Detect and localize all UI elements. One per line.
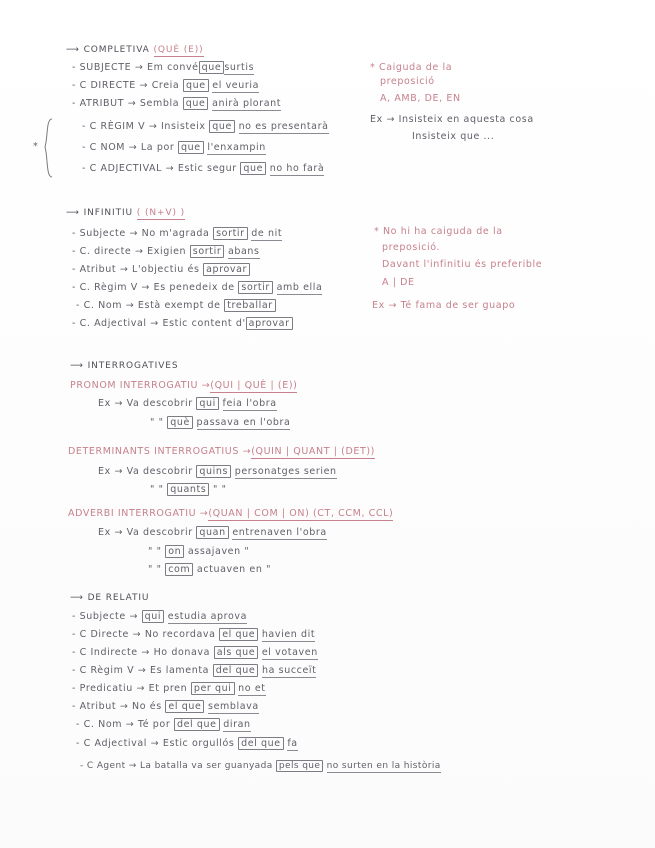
infinitiu-note: A | DE (382, 277, 415, 288)
completiva-line: - SUBJECTE → Em convé que surtis (72, 62, 255, 73)
adverbi-example: " " com actuaven en " (148, 564, 272, 575)
completiva-line: - C RÈGIM V → Insisteix que no es presentarà (82, 121, 329, 132)
relatiu-line: - C Directe → No recordava el que havien dit (72, 629, 316, 640)
completiva-note: Insisteix que ... (412, 131, 495, 142)
infinitiu-note: * No hi ha caiguda de la (374, 226, 503, 237)
infinitiu-heading: ⟶ INFINITIU ( (N+V) ) (66, 208, 186, 218)
completiva-note: preposició (380, 76, 435, 87)
infinitiu-line: - Subjecte → No m'agrada sortir de nit (72, 228, 283, 239)
adverbi-example: Ex → Va descobrir quan entrenaven l'obra (98, 527, 327, 538)
infinitiu-note: Ex → Té fama de ser guapo (372, 300, 516, 311)
brace-mark (40, 117, 54, 179)
relatiu-line: - Predicatiu → Et pren per qui no et (72, 683, 266, 694)
infinitiu-note: preposició. (382, 242, 441, 253)
determinants-example: " " quants " " (150, 484, 227, 495)
relatiu-heading: ⟶ DE RELATIU (70, 593, 150, 603)
relatiu-line: - C Règim V → Es lamenta del que ha succeït (72, 665, 317, 676)
completiva-line: - C ADJECTIVAL → Estic segur que no ho farà (82, 163, 325, 174)
determinants-example: Ex → Va descobrir quins personatges serien (98, 466, 337, 477)
completiva-line: - C NOM → La por que l'enxampin (82, 142, 266, 153)
infinitiu-line: - Atribut → L'objectiu és aprovar (72, 264, 250, 276)
infinitiu-line: - C. directe → Exigien sortir abans (72, 246, 260, 257)
pronom-interrogatiu-title: PRONOM INTERROGATIU →(QUI | QUÈ | (E)) (70, 380, 298, 391)
completiva-heading: ⟶ COMPLETIVA (QUÈ (E)) (66, 45, 204, 55)
infinitiu-line: - C. Nom → Està exempt de treballar (76, 300, 276, 312)
completiva-line: - ATRIBUT → Sembla que anirà plorant (72, 98, 282, 109)
relatiu-line: - Atribut → No és el que semblava (72, 701, 259, 712)
infinitiu-line: - C. Adjectival → Estic content d' aprovar (72, 318, 293, 330)
relatiu-line: - C Agent → La batalla va ser guanyada pels que no surten en la història (80, 761, 441, 771)
relatiu-line: - C Adjectival → Estic orgullós del que fa (76, 738, 298, 749)
completiva-note: * Caiguda de la (370, 62, 453, 73)
relatiu-line: - Subjecte → qui estudia aprova (72, 611, 248, 622)
determinants-interrogatius-title: DETERMINANTS INTERROGATIUS →(QUIN | QUANT | (DET)) (68, 446, 375, 457)
pronom-example: Ex → Va descobrir qui feia l'obra (98, 398, 277, 409)
pronom-example: " " què passava en l'obra (150, 417, 291, 428)
adverbi-example: " " on assajaven " (148, 546, 250, 557)
relatiu-line: - C Indirecte → Ho donava als que el votaven (72, 647, 318, 658)
completiva-note: A, AMB, DE, EN (380, 93, 461, 104)
infinitiu-note: Davant l'infinitiu és preferible (382, 259, 543, 270)
completiva-note: Ex → Insisteix en aquesta cosa (370, 114, 534, 125)
completiva-line: - C DIRECTE → Creia que el veuria (72, 80, 260, 91)
interrogatives-heading: ⟶ INTERROGATIVES (70, 361, 179, 371)
brace-asterisk: * (33, 141, 39, 152)
relatiu-line: - C. Nom → Té por del que diran (76, 719, 251, 730)
adverbi-interrogatiu-title: ADVERBI INTERROGATIU →(QUAN | COM | ON) (CT, CCM, CCL) (68, 508, 394, 519)
infinitiu-line: - C. Règim V → Es penedeix de sortir amb ella (72, 282, 323, 293)
